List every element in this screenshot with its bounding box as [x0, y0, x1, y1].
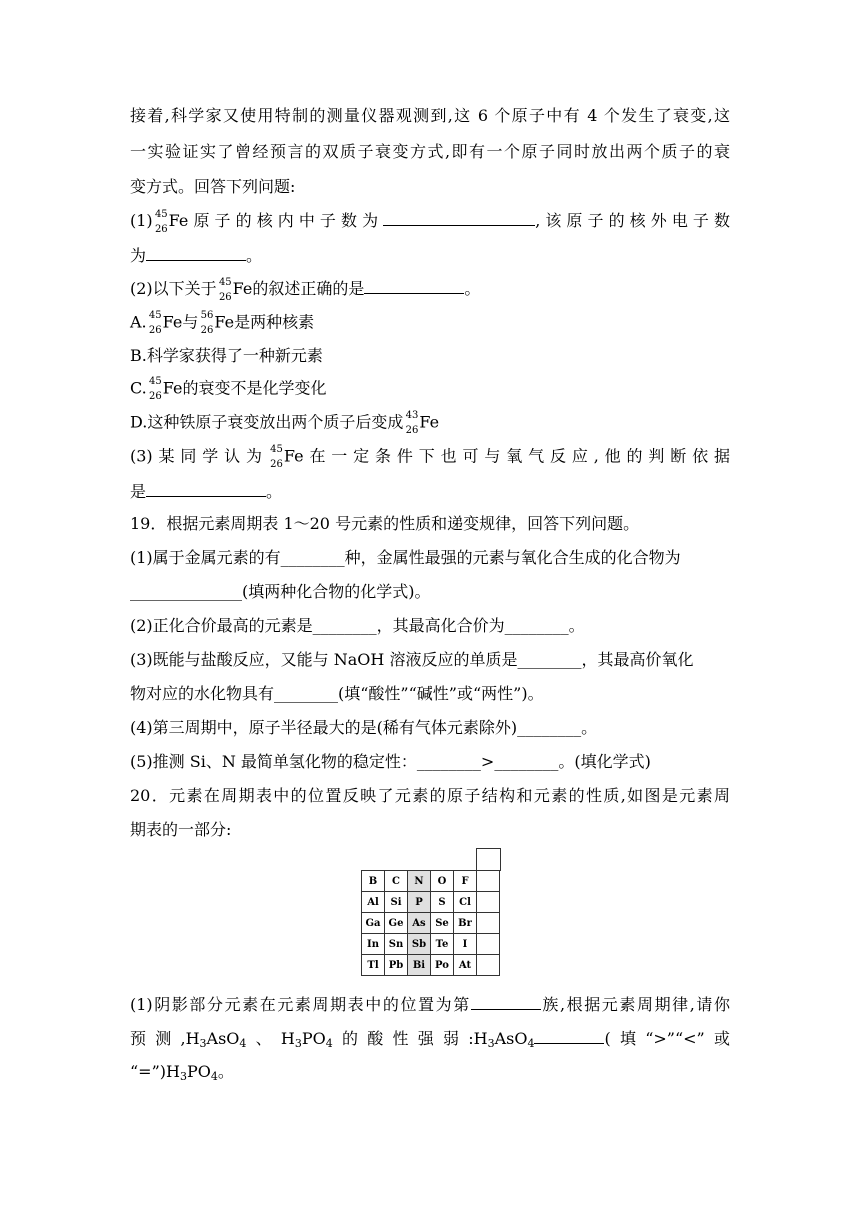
element-cell: I: [454, 934, 477, 955]
q19-sub-2: (2)正化合价最高的元素是________，其最高化合价为________。: [130, 616, 585, 635]
element-cell: Cl: [454, 892, 477, 913]
element-cell: Al: [362, 892, 385, 913]
q20-sub-1-line-1: (1)阴影部分元素在元素周期表中的位置为第 族,根据元素周期律,请你: [130, 992, 730, 1017]
element-cell: [477, 934, 500, 955]
element-cell: Sn: [385, 934, 408, 955]
q1-line-2: 为 。: [130, 243, 262, 268]
periodic-table-row: [362, 892, 500, 913]
q2-line: (2)以下关于 45 26 Fe的叙述正确的是 。: [130, 276, 481, 303]
isotope-fe45: 45 26: [218, 276, 232, 303]
element-cell: Tl: [362, 955, 385, 976]
q1-text: 原子的核内中子数为: [188, 211, 384, 230]
periodic-table-fragment: [361, 870, 500, 976]
element-cell: B: [362, 871, 385, 892]
element-cell: As: [408, 913, 431, 934]
q19-sub-4: (4)第三周期中，原子半径最大的是(稀有气体元素除外)________。: [130, 718, 598, 737]
element-cell: Br: [454, 913, 477, 934]
q3-line-1: (3)某同学认为 45 26 Fe在一定条件下也可与氧气反应,他的判断依据: [130, 444, 730, 470]
element-cell: Se: [431, 913, 454, 934]
q19-sub-3b: 物对应的水化物具有________(填“酸性”“碱性”或“两性”)。: [130, 684, 544, 703]
isotope-fe45: 45 26: [154, 208, 168, 235]
q2-option-c: C. 45 26 Fe的衰变不是化学变化: [130, 376, 327, 402]
question-19-title: 19．根据元素周期表 1～20 号元素的性质和递变规律，回答下列问题。: [130, 514, 640, 533]
q2-option-a: A. 45 26 Fe与 56 26 Fe是两种核素: [130, 310, 315, 336]
element-cell: Pb: [385, 955, 408, 976]
element-cell: Ga: [362, 913, 385, 934]
q2-option-d: D.这种铁原子衰变放出两个质子后变成 43 26 Fe: [130, 410, 440, 436]
answer-blank[interactable]: [383, 208, 535, 226]
q1-prefix: (1): [130, 211, 153, 230]
answer-blank[interactable]: [471, 992, 541, 1010]
element-cell: N: [408, 871, 431, 892]
q3-line-2: 是 。: [130, 479, 282, 504]
paragraph-line-3: 变方式。回答下列问题:: [130, 177, 296, 196]
q1-line-1: (1) 45 26 Fe原子的核内中子数为 ,该原子的核外电子数: [130, 208, 730, 235]
element-cell: Bi: [408, 955, 431, 976]
element-cell: F: [454, 871, 477, 892]
element-cell: O: [431, 871, 454, 892]
element-cell: [477, 913, 500, 934]
q2-option-b: B.科学家获得了一种新元素: [130, 346, 323, 365]
q19-sub-5: (5)推测 Si、N 最简单氢化物的稳定性：________>________。(填化学式): [130, 752, 651, 771]
answer-blank[interactable]: [534, 1026, 604, 1044]
question-20-line-2: 期表的一部分:: [130, 820, 232, 839]
periodic-table-row: [362, 955, 500, 976]
element-cell: P: [408, 892, 431, 913]
element-cell: Po: [431, 955, 454, 976]
element-cell: At: [454, 955, 477, 976]
element-cell: [477, 955, 500, 976]
answer-blank[interactable]: [364, 276, 464, 294]
element-cell: Si: [385, 892, 408, 913]
element-cell: Te: [431, 934, 454, 955]
q19-sub-1b: ______________(填两种化合物的化学式)。: [130, 582, 431, 601]
element-cell: C: [385, 871, 408, 892]
q20-sub-1-line-2: 预测$,H_3AsO_4$、$H_3PO_4$的酸性强弱$:H_3AsO_4$ (填“>”“<”或: [130, 1026, 730, 1051]
element-cell: Sb: [408, 934, 431, 955]
element-cell: [477, 892, 500, 913]
element-cell: S: [431, 892, 454, 913]
answer-blank[interactable]: [146, 479, 266, 497]
question-20-line-1: 20．元素在周期表中的位置反映了元素的原子结构和元素的性质,如图是元素周: [130, 786, 730, 805]
paragraph-line-2: 一实验证实了曾经预言的双质子衰变方式,即有一个原子同时放出两个质子的衰: [130, 142, 730, 161]
element-cell: Ge: [385, 913, 408, 934]
answer-blank[interactable]: [146, 243, 246, 261]
q20-sub-1-line-3: “$=”)H_3PO_4$。: [130, 1062, 234, 1083]
periodic-table-row: [362, 934, 500, 955]
periodic-table-row: [362, 871, 500, 892]
element-cell: [477, 871, 500, 892]
periodic-table-row: [362, 913, 500, 934]
q19-sub-3a: (3)既能与盐酸反应，又能与 NaOH 溶液反应的单质是________，其最高价氧化: [130, 650, 694, 669]
paragraph-line-1: 接着,科学家又使用特制的测量仪器观测到,这 6 个原子中有 4 个发生了衰变,这: [130, 106, 730, 125]
element-cell: In: [362, 934, 385, 955]
periodic-table-noble-gas-cell: [476, 848, 501, 871]
q19-sub-1a: (1)属于金属元素的有________种，金属性最强的元素与氧化合生成的化合物为: [130, 548, 681, 567]
